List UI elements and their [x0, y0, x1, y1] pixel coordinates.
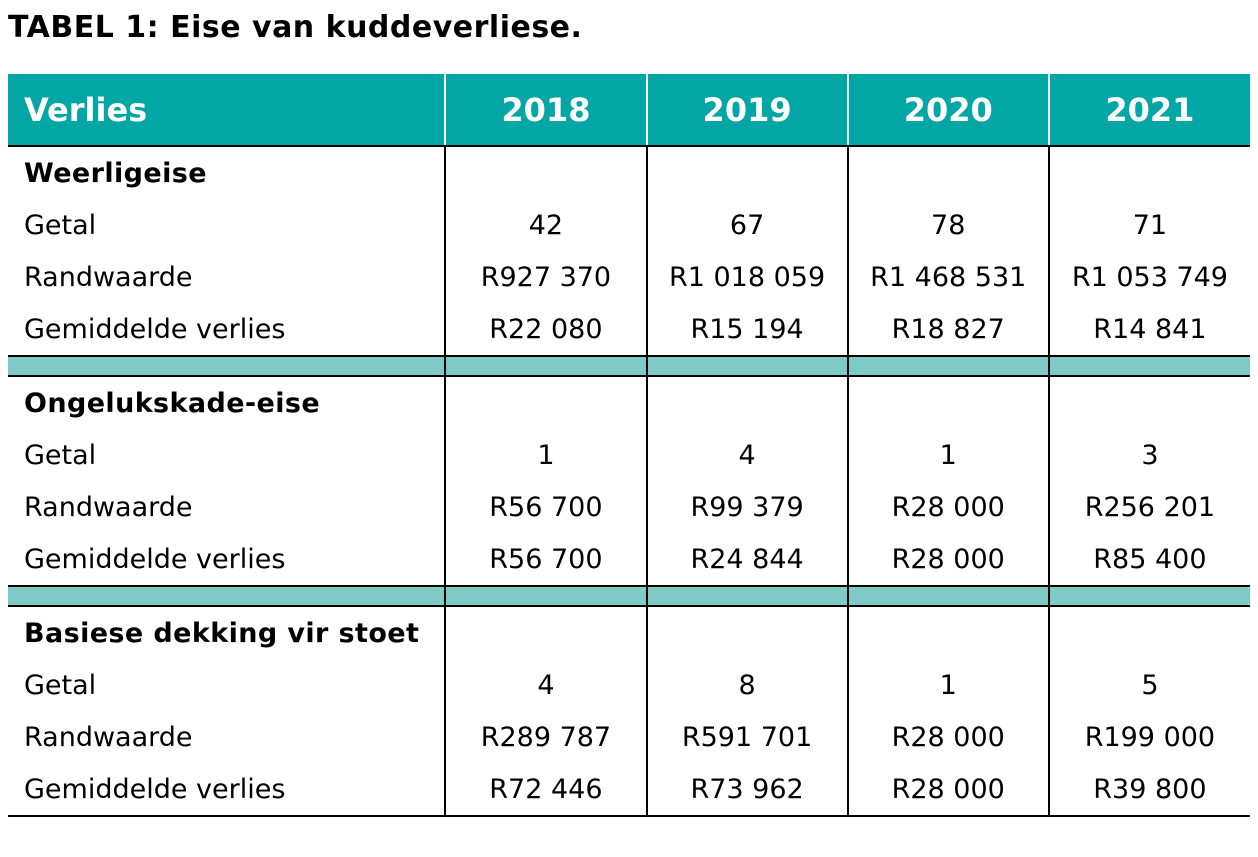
table-cell — [445, 146, 646, 199]
row-label: Gemiddelde verlies — [8, 763, 445, 816]
table-cell — [647, 606, 848, 659]
table-row — [8, 711, 1250, 763]
table-row — [8, 763, 1250, 816]
table-row — [8, 481, 1250, 533]
table-cell — [445, 606, 646, 659]
table-cell — [848, 606, 1049, 659]
row-label: Randwaarde — [24, 721, 193, 753]
table-cell: R85 400 — [1049, 533, 1250, 586]
row-label: Getal — [24, 209, 97, 241]
table-cell: 4 — [647, 429, 848, 481]
table-cell: R18 827 — [848, 303, 1049, 356]
table-cell: R28 000 — [848, 481, 1049, 533]
table-cell: R73 962 — [647, 763, 848, 816]
table-cell: 67 — [647, 199, 848, 251]
table-cell: R24 844 — [647, 533, 848, 586]
row-label: Gemiddelde verlies — [8, 303, 445, 356]
table-row — [8, 199, 1250, 251]
table-cell: 42 — [445, 199, 646, 251]
table-cell: R1 468 531 — [848, 251, 1049, 303]
table-row — [8, 429, 1250, 481]
row-label: Getal — [24, 439, 97, 471]
row-label: Randwaarde — [24, 261, 193, 293]
table-cell — [1049, 606, 1250, 659]
table-cell: R99 379 — [647, 481, 848, 533]
table-cell: R289 787 — [445, 711, 646, 763]
table-cell — [1049, 376, 1250, 429]
table-cell: 71 — [1049, 199, 1250, 251]
section-divider — [8, 356, 1250, 376]
column-header-year: 2019 — [647, 74, 848, 146]
table-cell — [1049, 146, 1250, 199]
row-label: Getal — [24, 669, 97, 701]
table-cell: R15 194 — [647, 303, 848, 356]
table-cell — [848, 146, 1049, 199]
table-cell: R591 701 — [647, 711, 848, 763]
section-heading: Basiese dekking vir stoet — [24, 617, 420, 649]
section-heading: Weerligeise — [24, 157, 207, 189]
herd-loss-claims-table — [8, 74, 1250, 817]
table-cell: R56 700 — [445, 481, 646, 533]
table-cell: R22 080 — [445, 303, 646, 356]
table-cell — [848, 376, 1049, 429]
table-row — [8, 533, 1250, 586]
table-cell: R1 053 749 — [1049, 251, 1250, 303]
table-cell: R14 841 — [1049, 303, 1250, 356]
table-title: TABEL 1: Eise van kuddeverliese. — [8, 10, 583, 45]
table-cell: R72 446 — [445, 763, 646, 816]
section-heading-row — [8, 146, 1250, 199]
table-cell — [647, 146, 848, 199]
section-heading: Ongelukskade-eise — [24, 387, 321, 419]
column-header-year: 2018 — [445, 74, 646, 146]
table-cell: 78 — [848, 199, 1049, 251]
section-divider — [8, 586, 1250, 606]
table-cell: R28 000 — [848, 711, 1049, 763]
table-cell: 1 — [848, 659, 1049, 711]
table-cell: R28 000 — [848, 763, 1049, 816]
table-cell — [445, 376, 646, 429]
table-row — [8, 659, 1250, 711]
table-cell: 8 — [647, 659, 848, 711]
table-cell: R256 201 — [1049, 481, 1250, 533]
table-cell: R28 000 — [848, 533, 1049, 586]
table-cell: R1 018 059 — [647, 251, 848, 303]
table-cell: R927 370 — [445, 251, 646, 303]
header-row — [8, 74, 1250, 146]
table-row — [8, 303, 1250, 356]
section-heading-row — [8, 376, 1250, 429]
column-header-year: 2020 — [848, 74, 1049, 146]
row-label: Randwaarde — [24, 491, 193, 523]
table-row — [8, 251, 1250, 303]
table-cell — [647, 376, 848, 429]
row-label: Gemiddelde verlies — [8, 533, 445, 586]
table-cell: 3 — [1049, 429, 1250, 481]
table-cell: R199 000 — [1049, 711, 1250, 763]
table-cell: R39 800 — [1049, 763, 1250, 816]
table-cell: 1 — [445, 429, 646, 481]
table-cell: R56 700 — [445, 533, 646, 586]
table-cell: 1 — [848, 429, 1049, 481]
table-cell: 4 — [445, 659, 646, 711]
column-header-year: 2021 — [1049, 74, 1250, 146]
column-header-loss: Verlies — [8, 74, 445, 146]
section-heading-row — [8, 606, 1250, 659]
table-cell: 5 — [1049, 659, 1250, 711]
